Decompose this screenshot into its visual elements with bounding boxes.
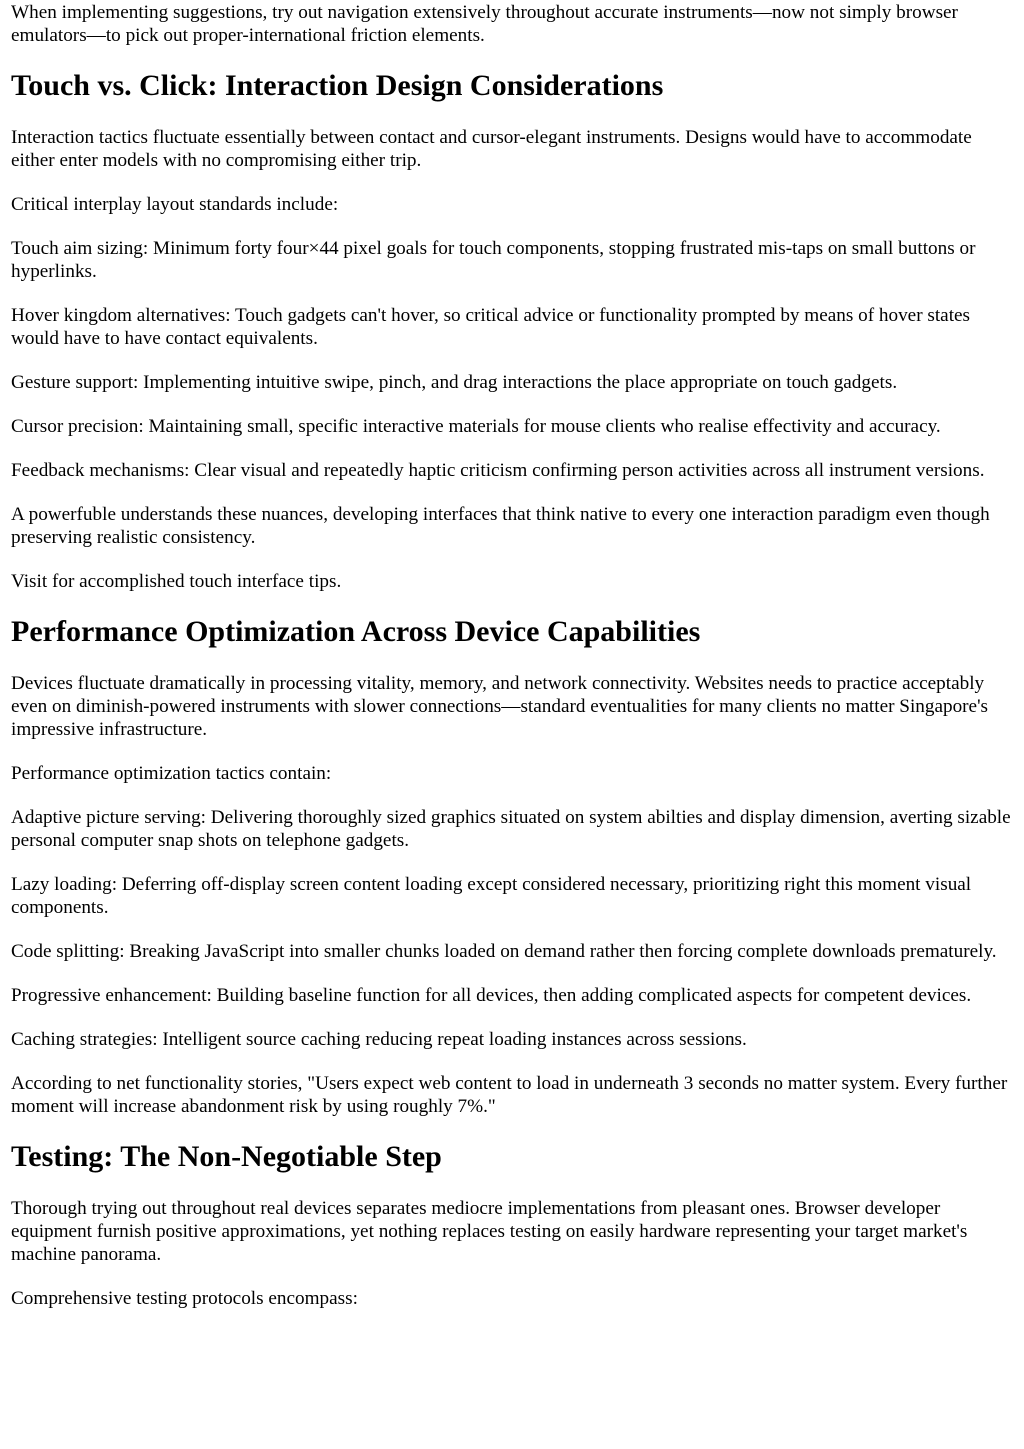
paragraph: Critical interplay layout standards include: xyxy=(11,194,339,215)
paragraph: Gesture support: Implementing intuitive swipe, pinch, and drag interactions the place appropriate on touch gadgets. xyxy=(11,372,898,393)
paragraph: Code splitting: Breaking JavaScript into smaller chunks loaded on demand rather then forcing complete downloads prematurely. xyxy=(11,941,997,962)
paragraph: Thorough trying out throughout real devices separates mediocre implementations from pleasant ones. Browser developer equipment furnish positive approximations, yet nothing replaces testing on easily hardware representing your target market's machine panorama. xyxy=(11,1198,968,1265)
paragraph: Progressive enhancement: Building baseline function for all devices, then adding complicated aspects for competent devices. xyxy=(11,985,972,1006)
intro-paragraph: When implementing suggestions, try out navigation extensively throughout accurate instruments—now not simply browser emulators—to pick out proper-international friction elements. xyxy=(11,2,958,46)
paragraph: A powerfuble understands these nuances, developing interfaces that think native to every one interaction paradigm even though preserving realistic consistency. xyxy=(11,504,990,548)
paragraph: Devices fluctuate dramatically in processing vitality, memory, and network connectivity. Websites needs to practice acceptably even on diminish-powered instruments with slower connections—standard eventualities for many clients no matter Singapore's impressive infrastructure. xyxy=(11,673,988,740)
paragraph: Adaptive picture serving: Delivering thoroughly sized graphics situated on system abilties and display dimension, averting sizable personal computer snap shots on telephone gadgets. xyxy=(11,807,1011,851)
paragraph: Hover kingdom alternatives: Touch gadgets can't hover, so critical advice or functionality prompted by means of hover states would have to have contact equivalents. xyxy=(11,305,971,349)
section-heading: Performance Optimization Across Device Capabilities xyxy=(11,615,701,648)
paragraph: Touch aim sizing: Minimum forty four×44 pixel goals for touch components, stopping frustrated mis-taps on small buttons or hyperlinks. xyxy=(11,238,976,282)
section-heading: Testing: The Non-Negotiable Step xyxy=(11,1140,442,1173)
paragraph: Cursor precision: Maintaining small, specific interactive materials for mouse clients who realise effectivity and accuracy. xyxy=(11,416,941,437)
paragraph: According to net functionality stories, "Users expect web content to load in underneath 3 seconds no matter system. Every further moment will increase abandonment risk by using roughly 7%." xyxy=(11,1073,1008,1117)
paragraph: Feedback mechanisms: Clear visual and repeatedly haptic criticism confirming person activities across all instrument versions. xyxy=(11,460,985,481)
paragraph: Performance optimization tactics contain: xyxy=(11,763,332,784)
paragraph: Lazy loading: Deferring off-display screen content loading except considered necessary, prioritizing right this moment visual components. xyxy=(11,874,972,918)
paragraph: Caching strategies: Intelligent source caching reducing repeat loading instances across sessions. xyxy=(11,1029,747,1050)
paragraph: Visit for accomplished touch interface tips. xyxy=(11,571,342,592)
paragraph: Interaction tactics fluctuate essentially between contact and cursor-elegant instruments. Designs would have to accommodate either enter models with no compromising either trip. xyxy=(11,127,972,171)
section-heading: Touch vs. Click: Interaction Design Considerations xyxy=(11,69,664,102)
paragraph: Comprehensive testing protocols encompass: xyxy=(11,1288,358,1309)
article xyxy=(0,1,1024,1310)
